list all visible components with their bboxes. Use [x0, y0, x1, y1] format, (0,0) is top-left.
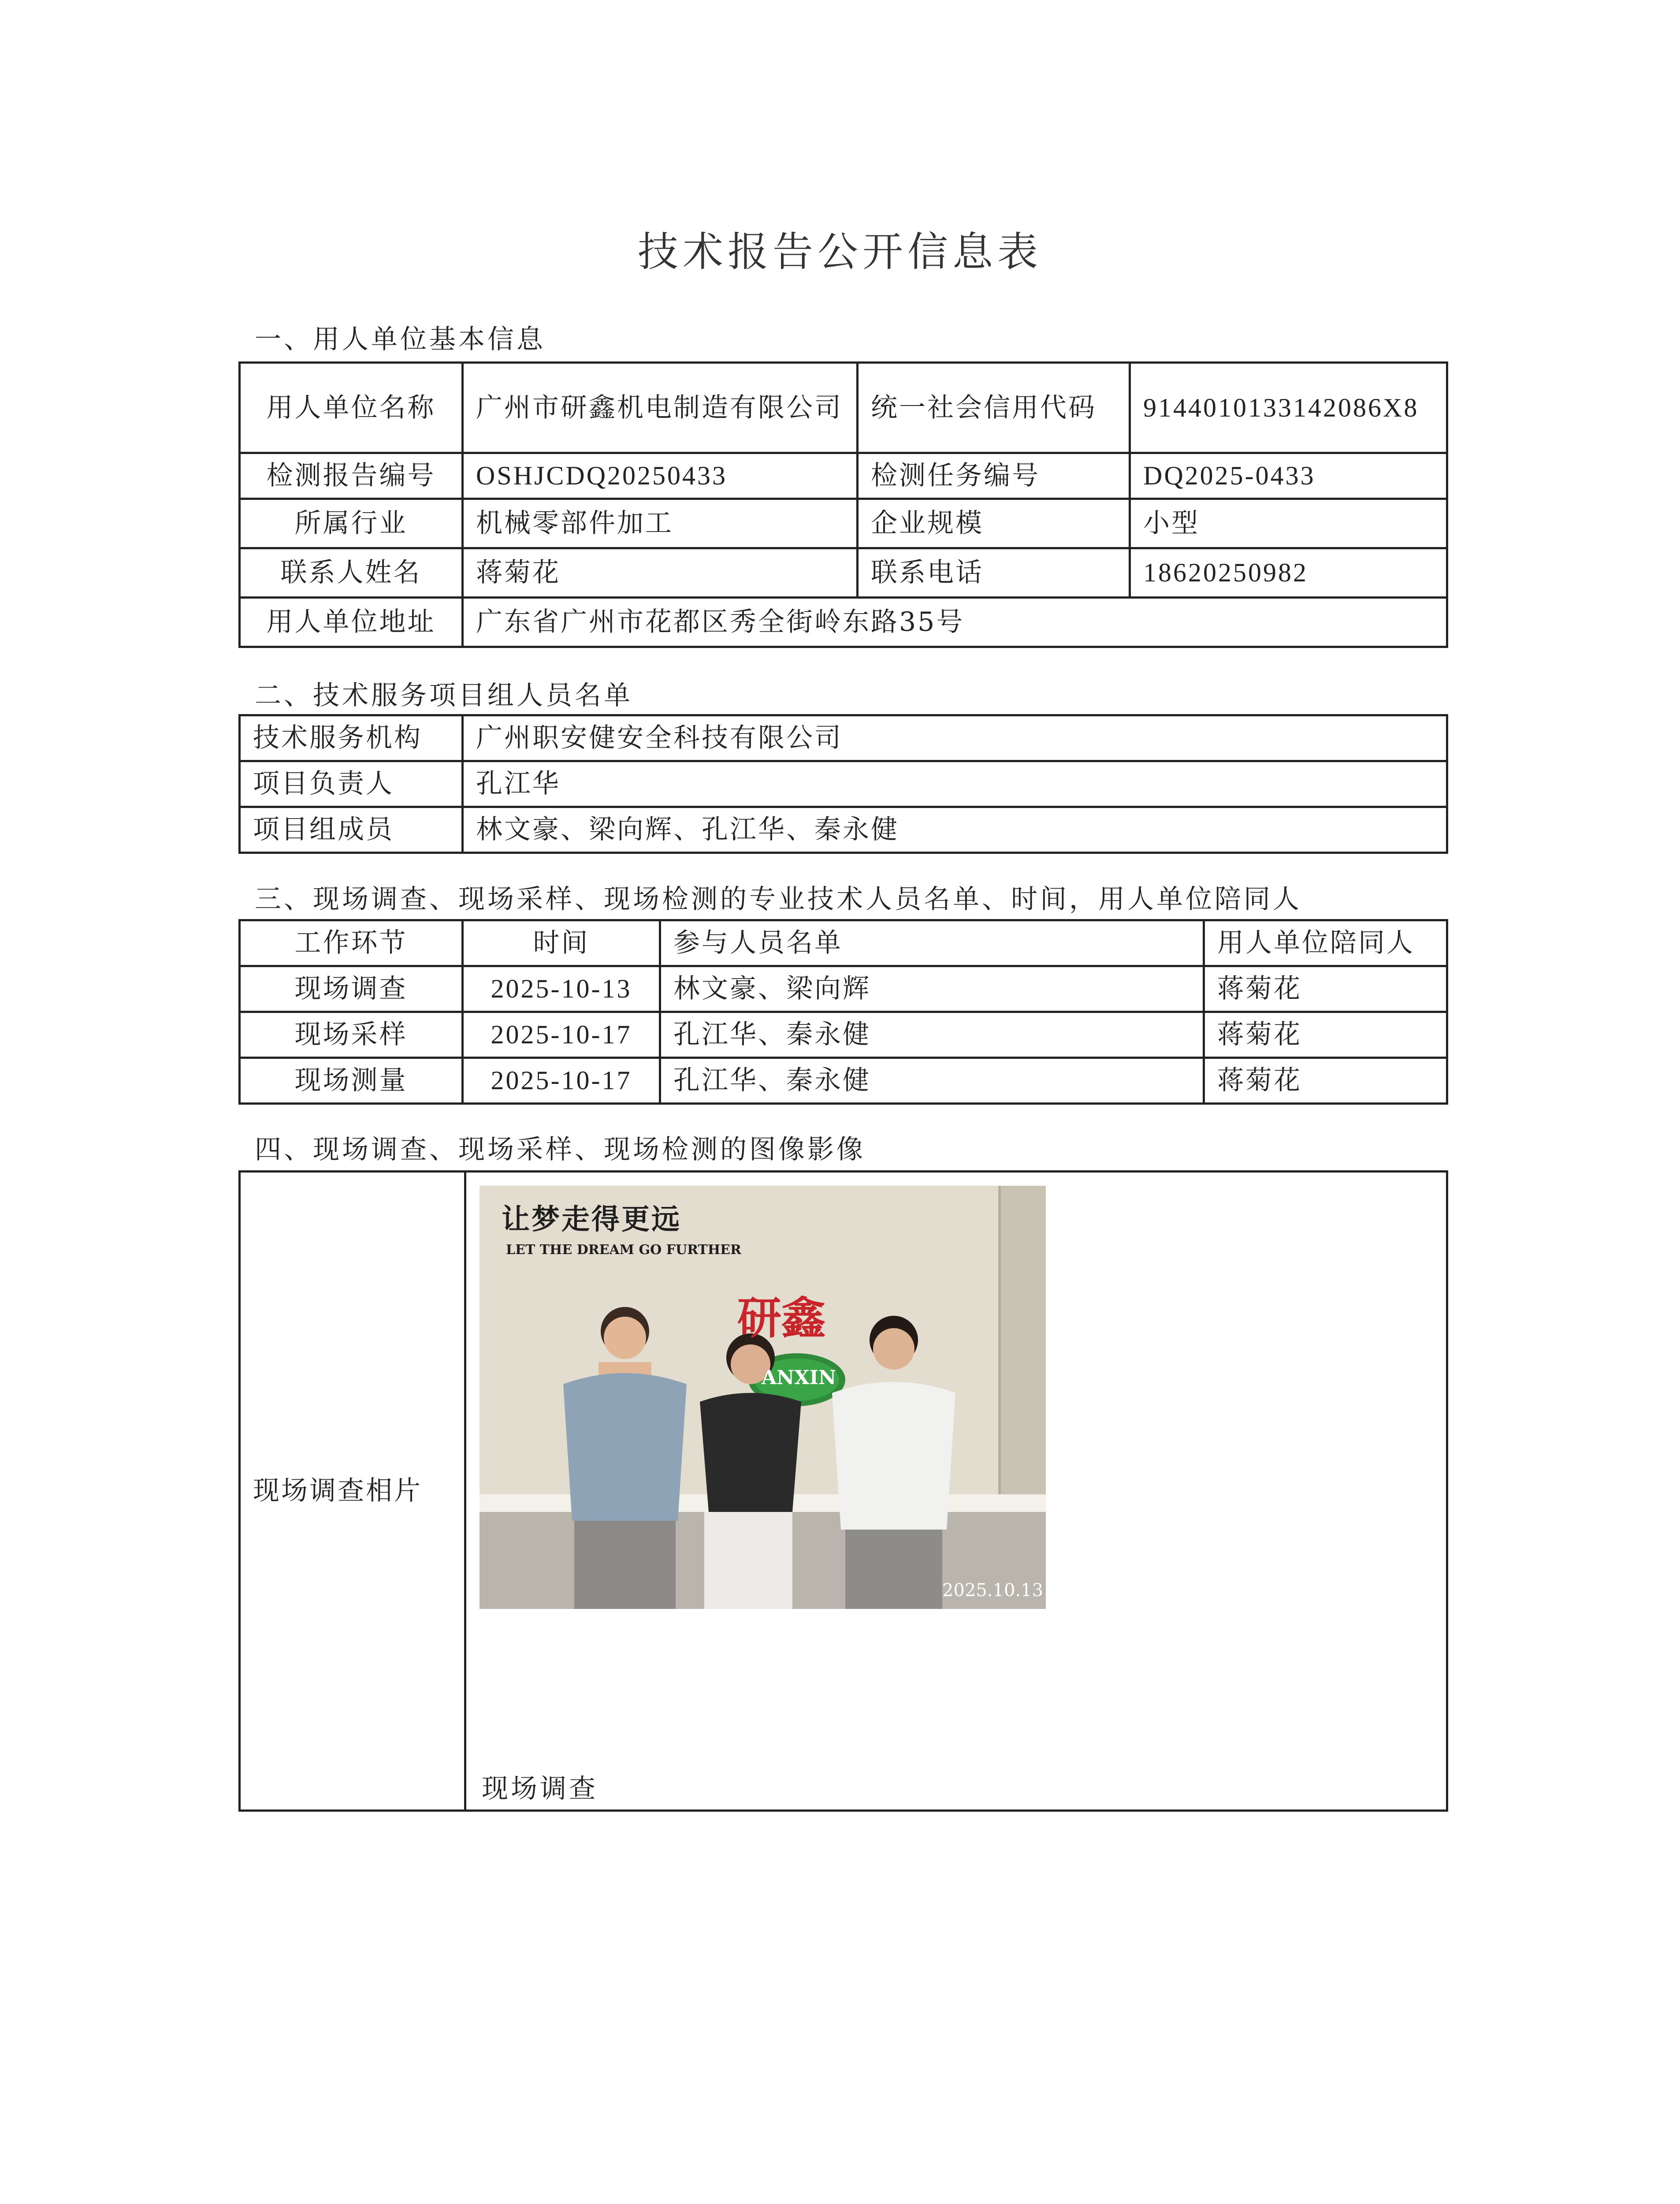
section-2-heading: 二、技术服务项目组人员名单 [255, 680, 633, 711]
industry-value: 机械零部件加工 [463, 499, 858, 548]
section-1-heading: 一、用人单位基本信息 [255, 324, 546, 355]
table-row [240, 363, 1447, 453]
address-value: 广东省广州市花都区秀全街岭东路35号 [463, 598, 1447, 647]
table-row [240, 715, 1447, 761]
credit-code-value: 9144010133142086X8 [1130, 363, 1447, 453]
industry-label: 所属行业 [240, 499, 463, 548]
column-header: 参与人员名单 [660, 920, 1204, 966]
photo-timestamp: 2025.10.13 [942, 1580, 1044, 1601]
stage-cell: 现场采样 [240, 1012, 463, 1058]
employer-name-label: 用人单位名称 [240, 363, 463, 453]
table-row [240, 1058, 1447, 1104]
staff-cell: 林文豪、梁向辉 [660, 966, 1204, 1012]
team-members-value: 林文豪、梁向辉、孔江华、秦永健 [463, 807, 1447, 853]
contact-name-value: 蒋菊花 [463, 548, 858, 598]
project-lead-value: 孔江华 [463, 761, 1447, 807]
table-row [240, 966, 1447, 1012]
contact-name-label: 联系人姓名 [240, 548, 463, 598]
section-4-heading: 四、现场调查、现场采样、现场检测的图像影像 [255, 1134, 866, 1165]
team-members-label: 项目组成员 [240, 807, 463, 853]
report-number-label: 检测报告编号 [240, 453, 463, 499]
slogan-cn: 让梦走得更远 [502, 1203, 681, 1236]
service-org-label: 技术服务机构 [240, 715, 463, 761]
table-row [240, 548, 1447, 598]
table-row [240, 499, 1447, 548]
report-number-value: OSHJCDQ20250433 [463, 453, 858, 499]
logo-text: 研鑫 [737, 1292, 825, 1344]
table-header-row [240, 920, 1447, 966]
company-size-label: 企业规模 [858, 499, 1130, 548]
address-label: 用人单位地址 [240, 598, 463, 647]
page-title: 技术报告公开信息表 [637, 228, 1042, 276]
project-team-table [238, 714, 1448, 854]
employer-info-table [238, 361, 1448, 648]
contact-phone-label: 联系电话 [858, 548, 1130, 598]
contact-phone-value: 18620250982 [1130, 548, 1447, 598]
stage-cell: 现场调查 [240, 966, 463, 1012]
logo-badge: ANXIN [762, 1366, 836, 1389]
service-org-value: 广州职安健安全科技有限公司 [463, 715, 1447, 761]
table-row [240, 453, 1447, 499]
site-survey-photo [479, 1186, 1046, 1609]
escort-cell: 蒋菊花 [1204, 1058, 1447, 1104]
table-row [240, 598, 1447, 647]
staff-cell: 孔江华、秦永健 [660, 1058, 1204, 1104]
staff-cell: 孔江华、秦永健 [660, 1012, 1204, 1058]
company-size-value: 小型 [1130, 499, 1447, 548]
date-cell: 2025-10-17 [463, 1058, 660, 1104]
table-row [240, 807, 1447, 853]
slogan-en: LET THE DREAM GO FURTHER [506, 1242, 741, 1258]
photo-caption: 现场调查 [482, 1773, 598, 1804]
column-header: 时间 [463, 920, 660, 966]
date-cell: 2025-10-13 [463, 966, 660, 1012]
section-3-heading: 三、现场调查、现场采样、现场检测的专业技术人员名单、时间，用人单位陪同人 [255, 884, 1302, 915]
stage-cell: 现场测量 [240, 1058, 463, 1104]
date-cell: 2025-10-17 [463, 1012, 660, 1058]
escort-cell: 蒋菊花 [1204, 1012, 1447, 1058]
employer-name-value: 广州市研鑫机电制造有限公司 [463, 363, 858, 453]
column-header: 用人单位陪同人 [1204, 920, 1447, 966]
table-row [240, 1012, 1447, 1058]
onsite-staff-table [238, 919, 1448, 1105]
table-row [240, 761, 1447, 807]
column-header: 工作环节 [240, 920, 463, 966]
task-number-label: 检测任务编号 [858, 453, 1130, 499]
task-number-value: DQ2025-0433 [1130, 453, 1447, 499]
credit-code-label: 统一社会信用代码 [858, 363, 1130, 453]
photo-row-label: 现场调查相片 [240, 1172, 465, 1811]
project-lead-label: 项目负责人 [240, 761, 463, 807]
escort-cell: 蒋菊花 [1204, 966, 1447, 1012]
